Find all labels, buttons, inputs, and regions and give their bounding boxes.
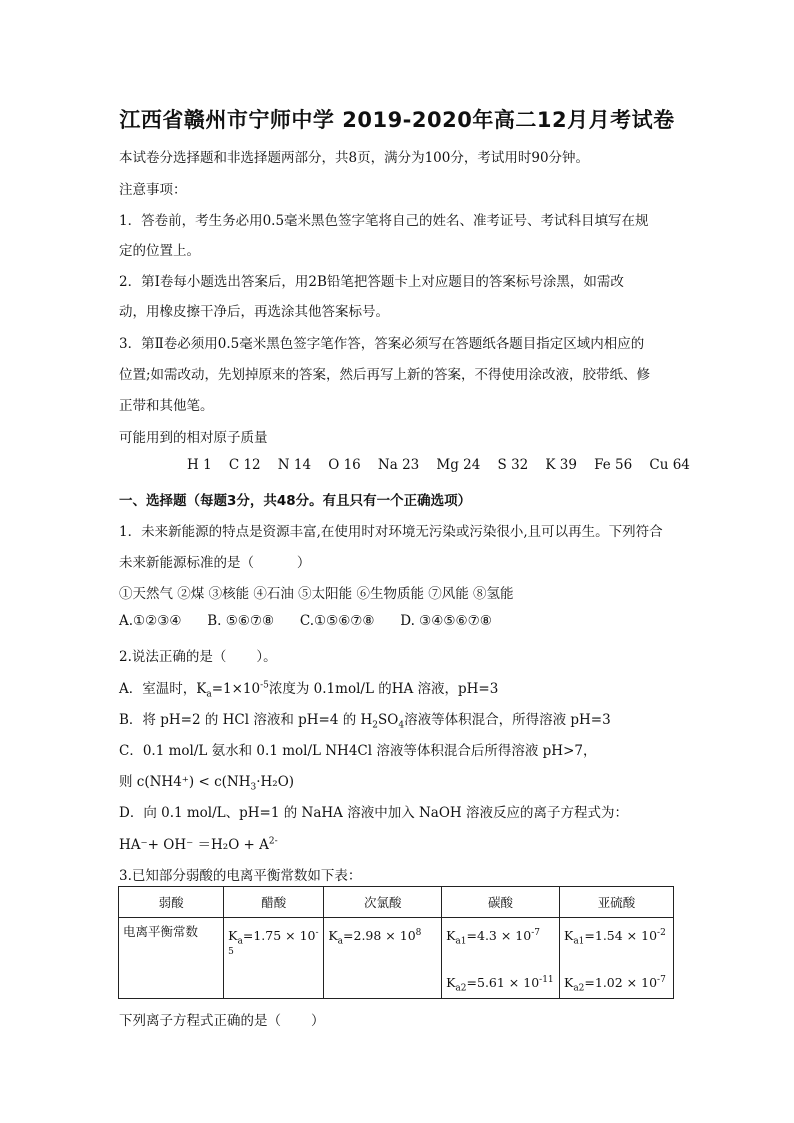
q2-d-text: HA⁻+ OH⁻ ＝H₂O + A (119, 837, 269, 853)
q2-b-text: SO (378, 712, 399, 728)
q1-items: ①天然气 ②煤 ③核能 ④石油 ⑤太阳能 ⑥生物质能 ⑦风能 ⑧氢能 (119, 586, 514, 602)
q2-b-sub: 4 (398, 720, 405, 731)
q2-option-c: C．0.1 mol/L 氨水和 0.1 mol/L NH4Cl 溶液等体积混合后所得溶液 pH>7， (119, 743, 597, 759)
table-cell-hclo (324, 918, 442, 999)
notes-heading: 注意事项： (119, 182, 187, 198)
table-header-cell: 醋酸 (224, 887, 324, 918)
q1-options: A.①②③④ B. ⑤⑥⑦⑧ C.①⑤⑥⑦⑧ D. ③④⑤⑥⑦⑧ (119, 613, 492, 629)
q2-c-sub: 3 (250, 782, 257, 793)
ionization-constant-table (118, 886, 674, 999)
q2-a-text: 浓度为 0.1mol/L 的HA 溶液，pH=3 (268, 681, 499, 697)
atomic-masses: H 1 C 12 N 14 O 16 Na 23 Mg 24 S 32 K 39 Fe 56 Cu 64 (187, 457, 690, 473)
table-cell-carbonic (442, 918, 560, 999)
ka-value: $K_{a1}=4.3 \times 10^{-7}$ (446, 928, 540, 947)
ka-value: $K_{a1}=1.54 \times 10^{-2}$ (563, 928, 666, 947)
q2-b-text: 溶液等体积混合，所得溶液 pH=3 (404, 712, 611, 728)
note-line: 2．第Ⅰ卷每小题选出答案后，用2B铅笔把答题卡上对应题目的答案标号涂黑，如需改 (119, 274, 624, 290)
q3-question: 下列离子方程式正确的是（ ） (119, 1013, 325, 1029)
q2-a-text: =1×10 (211, 681, 261, 697)
table-row (119, 918, 674, 999)
section-heading: 一、选择题（每题3分，共48分。有且只有一个正确选项） (119, 493, 472, 509)
q2-d-sup: 2- (268, 836, 278, 847)
q2-c-text: ·H₂O) (256, 774, 295, 790)
table-header-cell: 弱酸 (119, 887, 224, 918)
note-line: 动，用橡皮擦干净后，再选涂其他答案标号。 (119, 304, 389, 320)
q3-stem: 3.已知部分弱酸的电离平衡常数如下表： (119, 868, 362, 884)
q1-stem: 1．未来新能源的特点是资源丰富,在使用时对环境无污染或污染很小,且可以再生。下列符合 (119, 524, 663, 540)
q2-option-d: D．向 0.1 mol/L、pH=1 的 NaHA 溶液中加入 NaOH 溶液反应的离子方程式为： (119, 805, 628, 821)
q2-c-text: 则 c(NH4⁺) < c(NH (119, 774, 251, 790)
q2-option-a (119, 677, 679, 700)
atomic-heading: 可能用到的相对原子质量 (119, 430, 268, 446)
q2-option-c-cont (119, 770, 679, 793)
q2-option-d-cont (119, 833, 679, 853)
table-header-cell: 亚硫酸 (559, 887, 673, 918)
q2-a-text: A．室温时，K (119, 681, 207, 697)
q2-a-sup: -5 (260, 680, 269, 691)
ka-value: $K_{a2}=5.61 \times 10^{-11}$ (446, 975, 554, 994)
table-cell-acetic (224, 918, 324, 999)
table-header-cell: 碳酸 (442, 887, 560, 918)
note-line: 位置;如需改动，先划掉原来的答案，然后再写上新的答案，不得使用涂改液，胶带纸、修 (119, 367, 651, 383)
note-line: 正带和其他笔。 (119, 398, 214, 414)
ka-value: $K_a=1.75 \times 10^{-5}$ (228, 928, 319, 957)
table-cell-sulfurous (559, 918, 673, 999)
q2-option-b (119, 708, 679, 731)
q2-a-sub: a (206, 689, 212, 700)
ka-stack (564, 922, 669, 994)
q2-b-text: B．将 pH=2 的 HCl 溶液和 pH=4 的 H (119, 712, 373, 728)
ka-value: $K_{a2}=1.02 \times 10^{-7}$ (563, 975, 666, 994)
table-header-row (119, 887, 674, 918)
table-row-label: 电离平衡常数 (119, 918, 224, 999)
ka-stack (446, 922, 555, 994)
q2-stem: 2.说法正确的是（ ）。 (119, 649, 277, 665)
ka-value: $K_a=2.98 \times 10^8$ (328, 928, 422, 947)
intro-text: 本试卷分选择题和非选择题两部分，共8页，满分为100分，考试用时90分钟。 (119, 150, 590, 166)
note-line: 1．答卷前，考生务必用0.5毫米黑色签字笔将自己的姓名、准考证号、考试科目填写在规 (119, 213, 649, 229)
note-line: 3．第Ⅱ卷必须用0.5毫米黑色签字笔作答，答案必须写在答题纸各题目指定区域内相应的 (119, 336, 645, 352)
page-title: 江西省赣州市宁师中学 2019-2020年高二12月月考试卷 (119, 108, 675, 132)
note-line: 定的位置上。 (119, 243, 200, 259)
q2-b-sub: 2 (372, 720, 379, 731)
table-header-cell: 次氯酸 (324, 887, 442, 918)
q1-stem-cont: 未来新能源标准的是（ ） (119, 555, 311, 571)
